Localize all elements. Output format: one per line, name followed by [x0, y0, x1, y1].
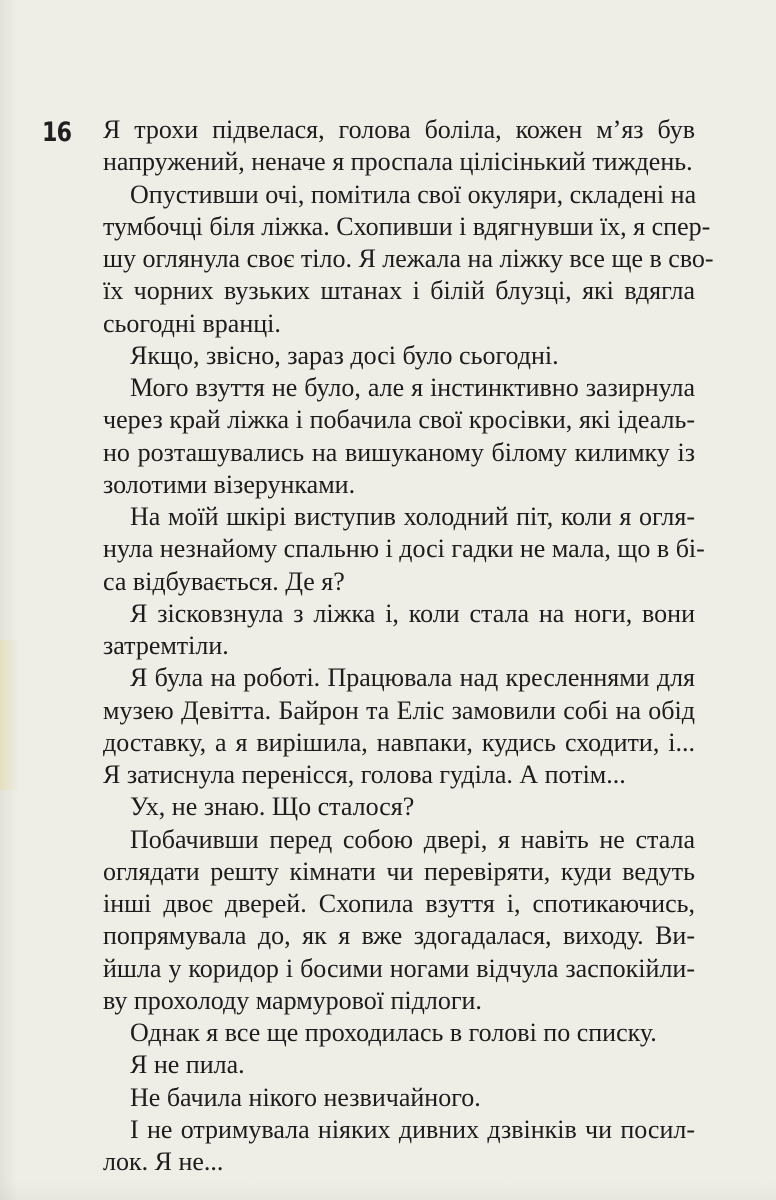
- text-line: Я трохи підвелася, голова боліла, кожен м’яз був: [103, 115, 695, 144]
- text-line: Однак я все ще проходилась в голові по списку.: [130, 1018, 657, 1047]
- text-line: Ух, не знаю. Що сталося?: [130, 792, 415, 822]
- text-line: сьогодні вранці.: [103, 308, 281, 338]
- text-line: золотими візерунками.: [103, 469, 356, 499]
- text-line: лок. Я не...: [103, 1147, 224, 1176]
- body-text: [103, 114, 714, 1178]
- text-line: шу оглянула своє тіло. Я лежала на ліжку все ще в сво-: [103, 244, 714, 273]
- text-line: І не отримувала ніяких дивних дзвінків чи посил-: [130, 1114, 695, 1144]
- text-line: са відбувається. Де я?: [103, 566, 345, 596]
- text-line: Я зісковзнула з ліжка і, коли стала на ноги, вони: [130, 598, 695, 628]
- text-line: тумбочці біля ліжка. Схопивши і вдягнувши їх, я спер-: [103, 211, 711, 241]
- text-line: Не бачила нікого незвичайного.: [130, 1082, 481, 1112]
- text-line: через край ліжка і побачила свої кросівки, які ідеаль-: [103, 405, 695, 435]
- text-line: Я затиснула перенісся, голова гуділа. А потім...: [103, 760, 626, 789]
- text-line: інші двоє дверей. Схопила взуття і, спотикаючись,: [103, 889, 695, 918]
- text-line: оглядати решту кімнати чи перевіряти, куди ведуть: [103, 856, 695, 886]
- text-line: Я не пила.: [130, 1050, 245, 1080]
- text-line: ву прохолоду мармурової підлоги.: [103, 985, 482, 1015]
- text-line: Якщо, звісно, зараз досі було сьогодні.: [130, 340, 559, 370]
- text-line: Я була на роботі. Працювала над кресленнями для: [130, 663, 695, 693]
- text-line: попрямувала до, як я вже здогадалася, виходу. Ви-: [103, 921, 695, 951]
- text-line: Мого взуття не було, але я інстинктивно зазирнула: [130, 373, 695, 402]
- page-edge-tint: [0, 640, 20, 790]
- text-line: напружений, неначе я проспала цілісінький тиждень.: [103, 147, 693, 177]
- text-line: Опустивши очі, помітила свої окуляри, складені на: [130, 179, 697, 209]
- text-line: нула незнайому спальню і досі гадки не мала, що в бі-: [103, 534, 705, 564]
- text-line: затремтіли.: [103, 631, 229, 660]
- text-line: но розташувались на вишуканому білому килимку із: [103, 437, 695, 467]
- text-line: йшла у коридор і босими ногами відчула заспокійли-: [103, 953, 695, 983]
- text-line: Побачивши перед собою двері, я навіть не стала: [130, 824, 695, 854]
- page-number: 16: [42, 117, 72, 148]
- text-line: музею Девітта. Байрон та Еліс замовили собі на обід: [103, 695, 695, 725]
- text-line: доставку, а я вирішила, навпаки, кудись сходити, і...: [103, 727, 695, 757]
- text-line: На моїй шкірі виступив холодний піт, коли я огля-: [130, 502, 695, 531]
- text-line: їх чорних вузьких штанах і білій блузці, які вдягла: [103, 276, 695, 306]
